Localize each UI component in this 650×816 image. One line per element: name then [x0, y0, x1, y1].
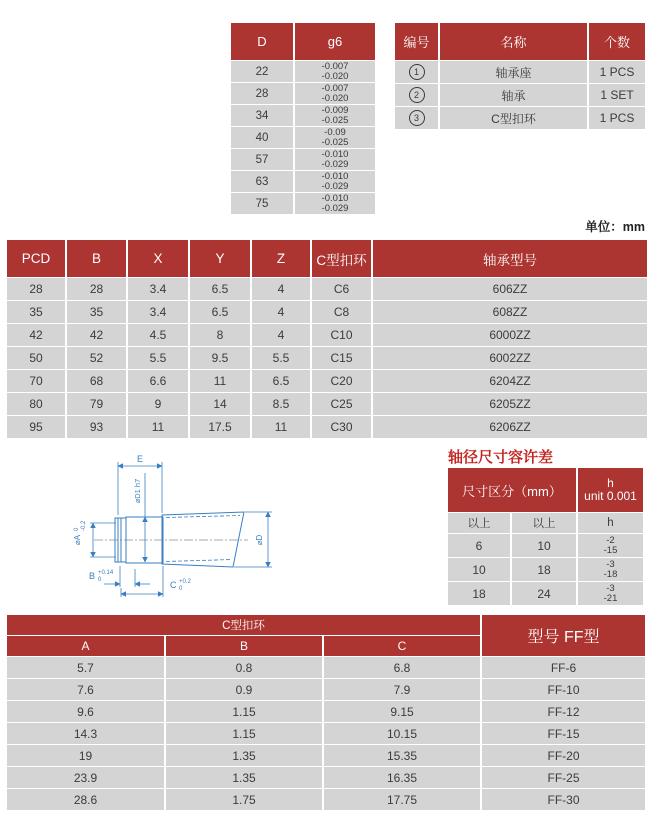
- dimension-row: [7, 416, 647, 438]
- cell-b: 1.75: [166, 789, 322, 810]
- c-ring-row: [7, 657, 645, 678]
- cell-a: 5.7: [7, 657, 164, 678]
- cell-model: FF-30: [482, 789, 645, 810]
- tolerance-upper: -0.007: [321, 82, 349, 94]
- dimension-row: [7, 324, 647, 346]
- h-header-line2: unit 0.001: [584, 489, 637, 503]
- shaft-fit-table: [231, 23, 375, 214]
- fit-row: [231, 127, 375, 148]
- range-to: 10: [512, 534, 576, 557]
- cell-cring: C30: [312, 416, 371, 438]
- cell-bearing: 606ZZ: [373, 278, 647, 300]
- tolerance-upper: -0.010: [321, 192, 349, 204]
- cell-model: FF-10: [482, 679, 645, 700]
- tolerance-lower: -0.029: [321, 202, 349, 214]
- dimension-a-label: ⌀A: [73, 534, 82, 546]
- dimension-d1-label: ⌀D1 h7: [133, 478, 142, 504]
- cell-c: 17.75: [324, 789, 480, 810]
- tolerance-upper: -0.009: [321, 104, 349, 116]
- cell-a: 23.9: [7, 767, 164, 788]
- circled-number: 3: [409, 110, 425, 126]
- cell-b: 68: [67, 370, 126, 392]
- circled-number: 2: [409, 87, 425, 103]
- col-header-a: A: [7, 636, 164, 656]
- cell-a: 9.6: [7, 701, 164, 722]
- cell-b: 1.35: [166, 767, 322, 788]
- cell-a: 7.6: [7, 679, 164, 700]
- cell-b: 0.9: [166, 679, 322, 700]
- part-name: 轴承: [440, 84, 587, 106]
- dimension-c: [121, 566, 163, 597]
- cell-y: 6.5: [190, 301, 250, 323]
- cell-b: 0.8: [166, 657, 322, 678]
- parts-col-no-header: 编号: [395, 23, 438, 60]
- cell-pcd: 35: [7, 301, 65, 323]
- cell-x: 9: [128, 393, 188, 415]
- cell-c: 15.35: [324, 745, 480, 766]
- cell-cring: C8: [312, 301, 371, 323]
- col-header-x: X: [128, 240, 188, 277]
- cell-c: 10.15: [324, 723, 480, 744]
- sub-to: 以上: [512, 513, 576, 533]
- fit-d-value: 75: [231, 193, 293, 214]
- dimension-row: [7, 347, 647, 369]
- fit-d-value: 57: [231, 149, 293, 170]
- cell-cring: C15: [312, 347, 371, 369]
- fit-row: [231, 171, 375, 192]
- cell-pcd: 70: [7, 370, 65, 392]
- cell-bearing: 6205ZZ: [373, 393, 647, 415]
- c-ring-header: [7, 615, 645, 656]
- h-header: [578, 468, 643, 512]
- cell-cring: C20: [312, 370, 371, 392]
- h-header-line1: h: [607, 476, 614, 490]
- tolerance-table-header: [448, 468, 643, 512]
- fit-row: [231, 83, 375, 104]
- dimension-e-label: E: [136, 454, 144, 464]
- dimension-table-header: [7, 240, 647, 277]
- cell-bearing: 6002ZZ: [373, 347, 647, 369]
- cell-pcd: 80: [7, 393, 65, 415]
- dimension-row: [7, 370, 647, 392]
- cell-b: 1.15: [166, 723, 322, 744]
- cell-c: 16.35: [324, 767, 480, 788]
- c-ring-table: [7, 615, 645, 810]
- c-ring-row: [7, 767, 645, 788]
- cell-c: 6.8: [324, 657, 480, 678]
- part-name: 轴承座: [440, 61, 587, 83]
- tolerance-upper: -0.09: [324, 126, 346, 138]
- cell-x: 3.4: [128, 301, 188, 323]
- dimension-a-upper: 0: [74, 527, 80, 531]
- part-name: C型扣环: [440, 107, 587, 129]
- cell-a: 14.3: [7, 723, 164, 744]
- cell-bearing: 608ZZ: [373, 301, 647, 323]
- cell-pcd: 95: [7, 416, 65, 438]
- tolerance-lower: -15: [603, 544, 618, 556]
- dimension-row: [7, 278, 647, 300]
- shaft-tolerance-table: [448, 468, 643, 605]
- cell-b: 1.15: [166, 701, 322, 722]
- cell-z: 6.5: [252, 370, 310, 392]
- sub-from: 以上: [448, 513, 510, 533]
- tolerance-lower: -0.025: [321, 136, 349, 148]
- c-ring-row: [7, 789, 645, 810]
- cell-y: 9.5: [190, 347, 250, 369]
- fit-col-g6-header: g6: [295, 23, 375, 60]
- parts-no-cell: [395, 107, 438, 129]
- cell-x: 6.6: [128, 370, 188, 392]
- tolerance-upper: -0.010: [321, 170, 349, 182]
- parts-table-header: [395, 23, 645, 60]
- cell-model: FF-12: [482, 701, 645, 722]
- col-header-cring: C型扣环: [312, 240, 371, 277]
- dimension-c-label: C: [170, 580, 177, 590]
- cell-model: FF-20: [482, 745, 645, 766]
- cell-cring: C10: [312, 324, 371, 346]
- cell-x: 4.5: [128, 324, 188, 346]
- col-header-z: Z: [252, 240, 310, 277]
- parts-col-name-header: 名称: [440, 23, 587, 60]
- cell-a: 19: [7, 745, 164, 766]
- fit-row: [231, 61, 375, 82]
- cell-x: 5.5: [128, 347, 188, 369]
- c-ring-row: [7, 679, 645, 700]
- fit-g6-tolerance: [295, 127, 375, 148]
- range-to: 18: [512, 558, 576, 581]
- fit-d-value: 40: [231, 127, 293, 148]
- fit-d-value: 22: [231, 61, 293, 82]
- cell-bearing: 6204ZZ: [373, 370, 647, 392]
- c-ring-row: [7, 701, 645, 722]
- range-from: 18: [448, 582, 510, 605]
- fit-row: [231, 105, 375, 126]
- col-header-y: Y: [190, 240, 250, 277]
- cell-b: 1.35: [166, 745, 322, 766]
- parts-row: [395, 61, 645, 83]
- cell-b: 42: [67, 324, 126, 346]
- cell-cring: C25: [312, 393, 371, 415]
- cell-z: 4: [252, 324, 310, 346]
- c-ring-header-left: [7, 615, 480, 656]
- tolerance-lower: -0.025: [321, 114, 349, 126]
- cell-z: 4: [252, 301, 310, 323]
- dimension-table: [7, 240, 647, 438]
- cell-y: 17.5: [190, 416, 250, 438]
- cell-x: 3.4: [128, 278, 188, 300]
- cell-b: 79: [67, 393, 126, 415]
- cell-x: 11: [128, 416, 188, 438]
- range-to: 24: [512, 582, 576, 605]
- range-from: 6: [448, 534, 510, 557]
- fit-d-value: 28: [231, 83, 293, 104]
- cell-z: 5.5: [252, 347, 310, 369]
- tolerance-upper: -2: [606, 534, 615, 546]
- c-ring-subheader: [7, 636, 480, 656]
- cell-bearing: 6206ZZ: [373, 416, 647, 438]
- tolerance-subheader: [448, 513, 643, 533]
- dimension-row: [7, 393, 647, 415]
- dimension-a-lower: -0.2: [81, 520, 87, 531]
- tolerance-lower: -0.029: [321, 180, 349, 192]
- fit-d-value: 34: [231, 105, 293, 126]
- cell-z: 4: [252, 278, 310, 300]
- cell-z: 11: [252, 416, 310, 438]
- part-qty: 1 SET: [589, 84, 645, 106]
- cell-b: 28: [67, 278, 126, 300]
- tolerance-row: [448, 534, 643, 557]
- tolerance-row: [448, 582, 643, 605]
- fit-g6-tolerance: [295, 149, 375, 170]
- parts-row: [395, 107, 645, 129]
- parts-col-qty-header: 个数: [589, 23, 645, 60]
- h-tolerance: [578, 558, 643, 581]
- cell-b: 35: [67, 301, 126, 323]
- cell-cring: C6: [312, 278, 371, 300]
- col-header-b: B: [166, 636, 322, 656]
- tolerance-lower: -21: [603, 592, 618, 604]
- range-from: 10: [448, 558, 510, 581]
- cell-z: 8.5: [252, 393, 310, 415]
- col-header-c: C: [324, 636, 480, 656]
- fit-row: [231, 149, 375, 170]
- cell-c: 9.15: [324, 701, 480, 722]
- unit-label: 单位：mm: [585, 220, 645, 234]
- cell-pcd: 28: [7, 278, 65, 300]
- h-tolerance: [578, 582, 643, 605]
- tolerance-lower: -0.020: [321, 92, 349, 104]
- cell-a: 28.6: [7, 789, 164, 810]
- tolerance-row: [448, 558, 643, 581]
- cell-y: 14: [190, 393, 250, 415]
- cell-y: 8: [190, 324, 250, 346]
- fit-g6-tolerance: [295, 61, 375, 82]
- range-header: 尺寸区分（mm）: [448, 468, 576, 512]
- cell-c: 7.9: [324, 679, 480, 700]
- parts-row: [395, 84, 645, 106]
- cell-y: 6.5: [190, 278, 250, 300]
- parts-no-cell: [395, 84, 438, 106]
- fit-g6-tolerance: [295, 193, 375, 214]
- tolerance-upper: -0.007: [321, 60, 349, 72]
- tolerance-upper: -3: [606, 582, 615, 594]
- cell-bearing: 6000ZZ: [373, 324, 647, 346]
- cell-pcd: 50: [7, 347, 65, 369]
- shaft-outline: [115, 512, 244, 567]
- part-qty: 1 PCS: [589, 61, 645, 83]
- dimension-row: [7, 301, 647, 323]
- c-ring-group-header: C型扣环: [7, 615, 480, 635]
- fit-d-value: 63: [231, 171, 293, 192]
- circled-number: 1: [409, 64, 425, 80]
- dimension-c-lower: 0: [179, 586, 183, 592]
- h-tolerance: [578, 534, 643, 557]
- cell-model: FF-25: [482, 767, 645, 788]
- cell-b: 93: [67, 416, 126, 438]
- dimension-b-upper: +0.14: [98, 570, 114, 576]
- cell-model: FF-15: [482, 723, 645, 744]
- shaft-drawing: [56, 438, 312, 614]
- dimension-c-upper: +0.2: [179, 579, 191, 585]
- col-header-bearing: 轴承型号: [373, 240, 647, 277]
- tolerance-lower: -0.020: [321, 70, 349, 82]
- parts-no-cell: [395, 61, 438, 83]
- model-header: 型号 FF型: [482, 615, 645, 656]
- tolerance-upper: -0.010: [321, 148, 349, 160]
- dimension-d: [234, 512, 272, 567]
- dimension-b-lower: 0: [98, 577, 102, 583]
- tolerance-upper: -3: [606, 558, 615, 570]
- cell-pcd: 42: [7, 324, 65, 346]
- fit-g6-tolerance: [295, 83, 375, 104]
- parts-list-table: [395, 23, 645, 129]
- part-qty: 1 PCS: [589, 107, 645, 129]
- fit-g6-tolerance: [295, 171, 375, 192]
- col-header-pcd: PCD: [7, 240, 65, 277]
- fit-g6-tolerance: [295, 105, 375, 126]
- cell-b: 52: [67, 347, 126, 369]
- fit-table-header: [231, 23, 375, 60]
- cell-model: FF-6: [482, 657, 645, 678]
- dimension-d-label: ⌀D: [255, 534, 264, 546]
- cell-y: 11: [190, 370, 250, 392]
- c-ring-row: [7, 723, 645, 744]
- tolerance-lower: -0.029: [321, 158, 349, 170]
- dimension-b-label: B: [89, 571, 96, 581]
- shaft-tolerance-title: 轴径尺寸容许差: [448, 449, 554, 466]
- col-header-b: B: [67, 240, 126, 277]
- c-ring-row: [7, 745, 645, 766]
- sub-h: h: [578, 513, 643, 533]
- tolerance-lower: -18: [603, 568, 618, 580]
- fit-row: [231, 193, 375, 214]
- fit-col-d-header: D: [231, 23, 293, 60]
